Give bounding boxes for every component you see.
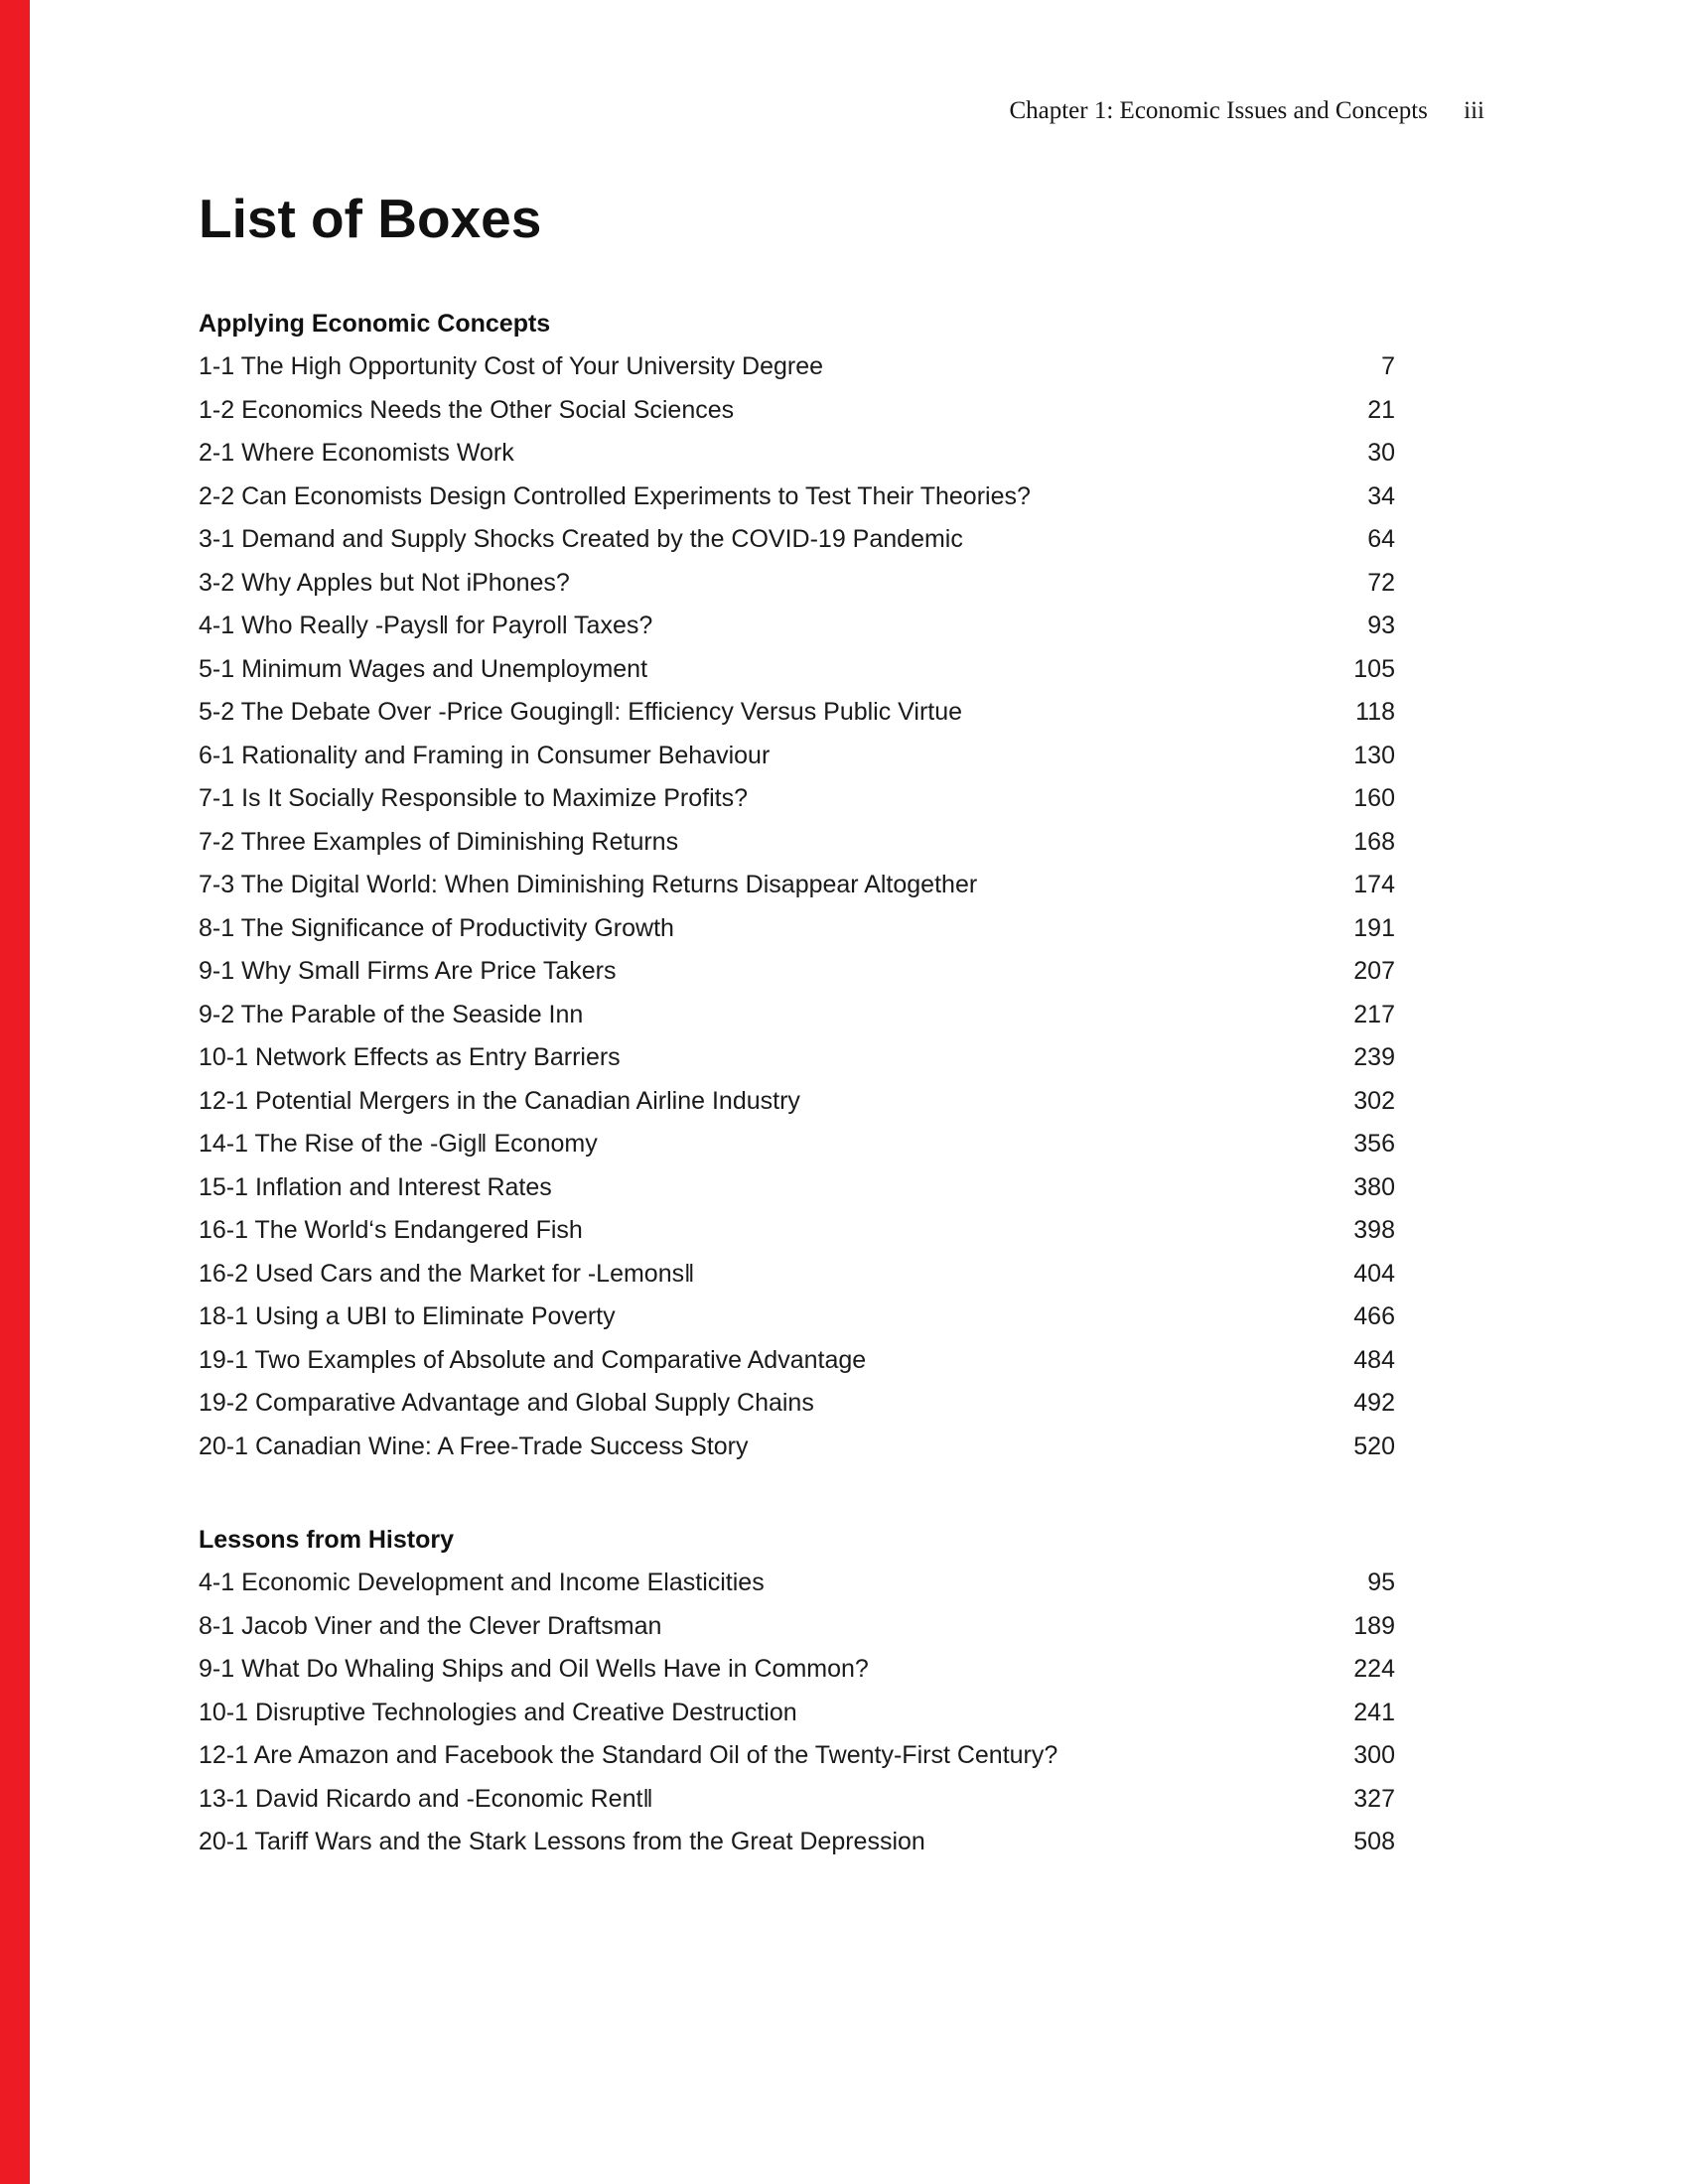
entry-label: 7-3 The Digital World: When Diminishing Returns Disappear Altogether xyxy=(199,871,978,898)
entry-label: 10-1 Network Effects as Entry Barriers xyxy=(199,1043,621,1071)
list-item xyxy=(199,1734,1395,1778)
entry-page-number: 356 xyxy=(1353,1130,1395,1158)
entry-label: 12-1 Are Amazon and Facebook the Standard Oil of the Twenty-First Century? xyxy=(199,1741,1058,1769)
entry-page-number: 404 xyxy=(1353,1259,1395,1288)
entry-page-number: 492 xyxy=(1353,1389,1395,1417)
list-item xyxy=(199,864,1395,907)
entry-page-number: 398 xyxy=(1353,1216,1395,1244)
entry-label: 15-1 Inflation and Interest Rates xyxy=(199,1172,552,1201)
section-heading: Lessons from History xyxy=(199,1526,455,1554)
list-item xyxy=(199,1253,1395,1297)
entry-page-number: 466 xyxy=(1353,1302,1395,1330)
list-item xyxy=(199,1382,1395,1426)
entry-label: 2-1 Where Economists Work xyxy=(199,439,514,467)
entry-label: 10-1 Disruptive Technologies and Creative Destruction xyxy=(199,1698,797,1726)
list-item xyxy=(199,648,1395,692)
entry-label: 5-1 Minimum Wages and Unemployment xyxy=(199,654,648,683)
list-item xyxy=(199,562,1395,606)
entry-page-number: 520 xyxy=(1353,1432,1395,1460)
sections-container xyxy=(199,302,1395,1864)
list-item xyxy=(199,691,1395,735)
running-header xyxy=(1009,97,1484,125)
entry-page-number: 239 xyxy=(1353,1043,1395,1071)
entry-label: 9-2 The Parable of the Seaside Inn xyxy=(199,1000,584,1028)
entry-label: 1-2 Economics Needs the Other Social Sciences xyxy=(199,395,735,424)
entry-label: 7-2 Three Examples of Diminishing Returns xyxy=(199,827,679,856)
list-item xyxy=(199,1562,1395,1605)
entry-page-number: 21 xyxy=(1367,395,1395,424)
running-header-chapter: Chapter 1: Economic Issues and Concepts xyxy=(1009,97,1428,124)
page-content xyxy=(199,187,1395,1864)
list-item xyxy=(199,1821,1395,1864)
entry-label: 4-1 Who Really -Pays‖ for Payroll Taxes? xyxy=(199,612,653,639)
entry-page-number: 64 xyxy=(1367,525,1395,553)
list-item xyxy=(199,950,1395,994)
list-item xyxy=(199,1426,1395,1469)
entry-label: 8-1 Jacob Viner and the Clever Draftsman xyxy=(199,1611,662,1640)
entry-label: 14-1 The Rise of the -Gig‖ Economy xyxy=(199,1130,598,1158)
entry-page-number: 327 xyxy=(1353,1784,1395,1813)
entry-page-number: 241 xyxy=(1353,1698,1395,1726)
entry-label: 2-2 Can Economists Design Controlled Experiments to Test Their Theories? xyxy=(199,481,1031,510)
entry-label: 8-1 The Significance of Productivity Growth xyxy=(199,913,674,942)
entry-page-number: 160 xyxy=(1353,784,1395,812)
entry-label: 3-1 Demand and Supply Shocks Created by the COVID-19 Pandemic xyxy=(199,525,963,553)
list-item xyxy=(199,907,1395,951)
entry-page-number: 484 xyxy=(1353,1345,1395,1374)
list-item xyxy=(199,518,1395,562)
list-item xyxy=(199,476,1395,519)
list-item xyxy=(199,1605,1395,1649)
page-title: List of Boxes xyxy=(199,188,542,249)
list-item xyxy=(199,821,1395,865)
left-red-stripe xyxy=(0,0,30,2184)
entry-page-number: 508 xyxy=(1353,1828,1395,1855)
list-item xyxy=(199,1166,1395,1210)
list-item xyxy=(199,1123,1395,1166)
entry-label: 3-2 Why Apples but Not iPhones? xyxy=(199,568,570,597)
entry-page-number: 130 xyxy=(1353,741,1395,769)
list-item xyxy=(199,432,1395,476)
list-item xyxy=(199,777,1395,821)
entry-page-number: 217 xyxy=(1353,1000,1395,1028)
entry-page-number: 72 xyxy=(1367,568,1395,597)
entry-page-number: 224 xyxy=(1353,1655,1395,1683)
entry-label: 18-1 Using a UBI to Eliminate Poverty xyxy=(199,1302,616,1330)
entry-page-number: 93 xyxy=(1367,612,1395,639)
entry-page-number: 380 xyxy=(1353,1172,1395,1201)
entry-label: 16-2 Used Cars and the Market for -Lemons‖ xyxy=(199,1259,695,1288)
box-list-section xyxy=(199,302,1395,1468)
entry-label: 7-1 Is It Socially Responsible to Maximize Profits? xyxy=(199,784,748,812)
list-item xyxy=(199,1778,1395,1822)
entry-label: 12-1 Potential Mergers in the Canadian Airline Industry xyxy=(199,1086,800,1115)
list-item xyxy=(199,1648,1395,1692)
entry-label: 13-1 David Ricardo and -Economic Rent‖ xyxy=(199,1784,653,1813)
list-item xyxy=(199,994,1395,1037)
entry-page-number: 189 xyxy=(1353,1611,1395,1640)
entry-page-number: 207 xyxy=(1353,957,1395,985)
list-item xyxy=(199,389,1395,433)
list-item xyxy=(199,605,1395,648)
list-item xyxy=(199,735,1395,778)
running-header-page-number: iii xyxy=(1464,97,1484,124)
box-list-section xyxy=(199,1518,1395,1864)
entry-page-number: 302 xyxy=(1353,1086,1395,1115)
entry-label: 9-1 Why Small Firms Are Price Takers xyxy=(199,957,617,985)
entry-label: 16-1 The World‘s Endangered Fish xyxy=(199,1216,583,1244)
list-item xyxy=(199,1692,1395,1735)
entry-page-number: 174 xyxy=(1353,871,1395,898)
entry-label: 4-1 Economic Development and Income Elasticities xyxy=(199,1569,765,1596)
entry-label: 20-1 Tariff Wars and the Stark Lessons from the Great Depression xyxy=(199,1828,925,1855)
entry-page-number: 7 xyxy=(1381,352,1395,380)
entry-page-number: 95 xyxy=(1367,1569,1395,1596)
list-item xyxy=(199,1080,1395,1124)
entry-label: 6-1 Rationality and Framing in Consumer Behaviour xyxy=(199,741,771,769)
list-item xyxy=(199,1296,1395,1339)
entry-label: 19-1 Two Examples of Absolute and Comparative Advantage xyxy=(199,1345,867,1374)
entry-label: 20-1 Canadian Wine: A Free-Trade Success Story xyxy=(199,1432,749,1460)
entry-label: 9-1 What Do Whaling Ships and Oil Wells Have in Common? xyxy=(199,1655,869,1683)
entry-page-number: 300 xyxy=(1353,1741,1395,1769)
list-item xyxy=(199,1209,1395,1253)
entry-label: 5-2 The Debate Over -Price Gouging‖: Efficiency Versus Public Virtue xyxy=(199,698,963,726)
entry-page-number: 118 xyxy=(1355,698,1395,726)
entry-label: 1-1 The High Opportunity Cost of Your University Degree xyxy=(199,352,824,380)
entry-page-number: 105 xyxy=(1353,654,1395,683)
section-heading: Applying Economic Concepts xyxy=(199,310,551,338)
list-item xyxy=(199,345,1395,389)
list-item xyxy=(199,1339,1395,1383)
entry-page-number: 168 xyxy=(1353,827,1395,856)
entry-label: 19-2 Comparative Advantage and Global Supply Chains xyxy=(199,1389,814,1417)
list-item xyxy=(199,1036,1395,1080)
entry-page-number: 191 xyxy=(1353,913,1395,942)
entry-page-number: 30 xyxy=(1367,439,1395,467)
entry-page-number: 34 xyxy=(1367,481,1395,510)
